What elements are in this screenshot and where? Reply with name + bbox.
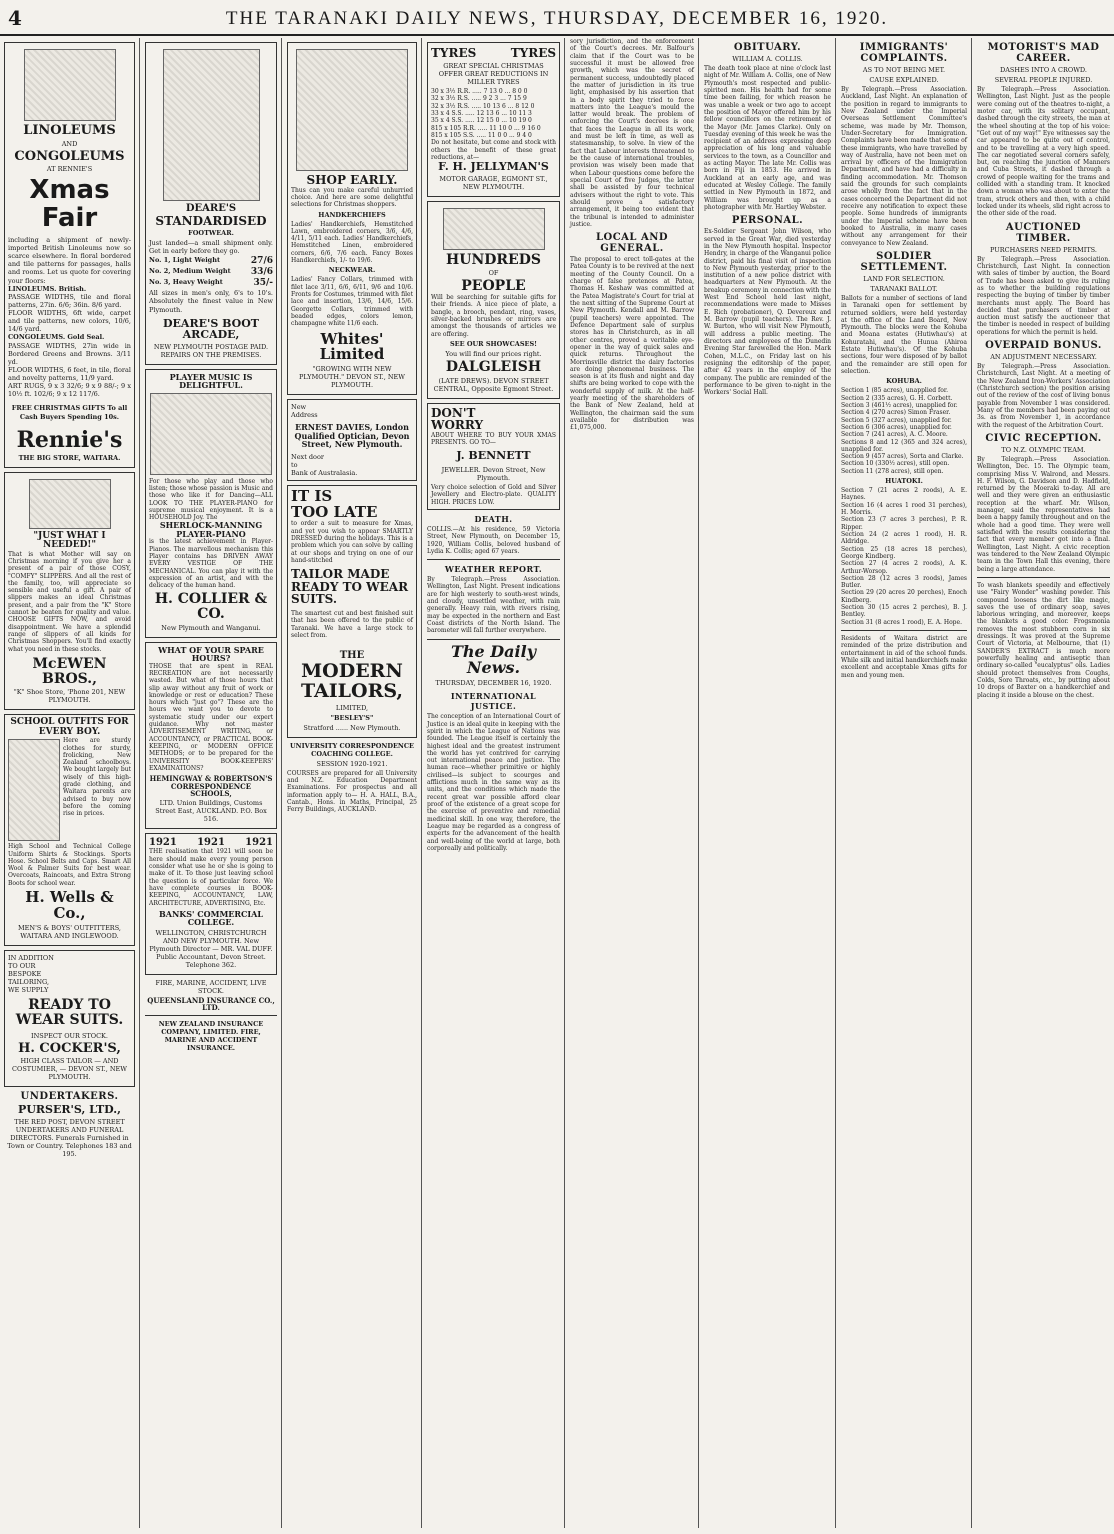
worry-text: ABOUT WHERE TO BUY YOUR XMAS PRESENTS. GO TO— — [431, 431, 556, 447]
year-3: 1921 — [245, 837, 273, 849]
of-label: OF — [488, 269, 499, 278]
davies-name: ERNEST DAVIES, London Qualified Optician, Devon Street, New Plymouth. — [294, 422, 410, 450]
civic-sub: TO N.Z. OLYMPIC TEAM. — [1001, 445, 1086, 454]
rennies-address: THE BIG STORE, WAITARA. — [18, 453, 121, 462]
late-text: to order a suit to measure for Xmas, and yet you wish to appear SMARTLY DRESSED during the holidays. This is a problem which you can solve by calling at our shops and trying on one of our hand-stitched — [291, 520, 413, 564]
player-heading: PLAYER MUSIC IS DELIGHTFUL. — [169, 371, 253, 391]
local-general-heading: LOCAL AND GENERAL. — [595, 232, 669, 255]
leader-dateline: THURSDAY, DECEMBER 16, 1920. — [435, 679, 552, 688]
fair-line-7: ART RUGS, 9 x 3 32/6; 9 x 9 88/-; 9 x 10½ ft. 102/6; 9 x 12 117/6. — [8, 382, 131, 399]
player-text: For those who play and those who listen; those whose passion is Music and those who like it for Dancing—ALL LOOK TO THE PLAYER-PIANO for supreme musical enjoyment. It is a HOUSEHOLD Joy. The — [149, 477, 273, 522]
column-5 — [566, 38, 699, 1528]
mcewen-name: McEWEN BROS., — [32, 655, 107, 687]
next-door-1: Next door — [291, 452, 324, 461]
dalgleish-name: DALGLEISH — [445, 358, 542, 375]
huatoki-row: Section 28 (12 acres 3 roods), James Butler. — [841, 574, 967, 590]
tyres-right: TYRES — [510, 46, 556, 60]
rennies-logo: Rennie's — [16, 426, 123, 453]
people-text: Will be searching for suitable gifts for their friends. A nice piece of plate, a bangle, a brooch, pendant, ring, vases, silver-backed brushes or mirrors are amongst the thousands of articles we are offering. — [431, 294, 556, 338]
whites-ad — [287, 42, 417, 395]
fair-line-5: PASSAGE WIDTHS, 27in wide in Bordered Greens and Browns. 3/11 yd. — [8, 341, 131, 366]
huatoki-row: Section 25 (18 acres 18 perches), George Kindberg. — [841, 545, 967, 560]
tyre-row-3: 32 x 3½ R.S. ..... 10 13 6 ... 8 12 0 — [431, 102, 535, 110]
price-row-3: No. 3, Heavy Weight 35/- — [149, 278, 273, 289]
sherlock-text: is the latest achievement in Player-Pianos. The marvellous mechanism this Player contains has DRIVEN AWAY EVERY VESTIGE OF THE MECHANICAL. You can play it with the expression of an artist, and with the delicacy of the human hand. — [149, 538, 273, 590]
ready-to-wear: READY TO WEAR SUITS. — [15, 997, 124, 1028]
kohuba-row: Section 3 (461½ acres), unapplied for. — [841, 401, 958, 409]
jellyman-ad — [427, 42, 560, 197]
death-heading: DEATH. — [474, 513, 513, 524]
motorist-text: By Telegraph.—Press Association. Wellington, Last Night. Just as the people were coming out of the theatres to-night, a motor car, with its solitary occupant, dashed through the city streets, the man at the wheel shouting at the top of his voice: "Get out of my way!" Eye witnesses say the car appeared to be quite out of control, and to be travelling at a very high speed. The car negotiated several corners safely, but, on reaching the junction of Manners and Cuba Streets, it dashed through a crowd of people waiting for the trams and collided with a standing tram. It knocked down a woman who was about to enter the tram, struck others and then, with a child locked under its wheels, slid right across to the other side of the road. — [977, 86, 1110, 218]
tailor-line-5: WE SUPPLY — [8, 986, 49, 995]
banks-sub: WELLINGTON, CHRISTCHURCH AND NEW PLYMOUTH. New Plymouth Director — MR. VAL DUFF. Public Accountant, Devon Street. Telephone 362. — [149, 928, 273, 969]
santa-illustration — [296, 49, 408, 171]
too-late: TOO LATE — [291, 502, 378, 521]
tyre-row-1: 30 x 3½ R.R. ..... 7 13 0 ... 8 0 0 — [431, 88, 528, 95]
linoleums-heading: LINOLEUMS — [23, 123, 116, 138]
price-row-2: No. 2, Medium Weight 33/6 — [149, 267, 273, 278]
handkerchiefs-heading: HANDKERCHIEFS — [318, 210, 386, 219]
university-heading: UNIVERSITY CORRESPONDENCE COACHING COLLEGE. — [290, 741, 414, 758]
timber-heading: AUCTIONED TIMBER. — [1005, 221, 1082, 244]
stratford-label: Stratford ...... New Plymouth. — [303, 723, 401, 732]
column-1 — [0, 38, 140, 1528]
it-is: IT IS — [291, 486, 333, 505]
deare-sizes: All sizes in men's only, 6's to 10's. Absolutely the finest value in New Plymouth. — [149, 289, 273, 314]
column-6 — [700, 38, 836, 1528]
boot-man-illustration — [163, 49, 260, 201]
small-ads-text: To wash blankets speedily and effectively use "Fairy Wonder" washing powder. This compound loosens the dirt like magic, saves the use of ordinary soap, saves laborious wringing, and moreover, keeps the blankets a good color. Frogsmonia removes the most stubborn corn in six dressings. It was proved at the Supreme Court of Victoria, at Melbourne, that (1) SANDER'S EXTRACT is much more powerfully healing and antiseptic than ordinary so-called "eucalyptus" oils. Ladies should protect themselves from Coughs, Colds, Sore Throats, etc., by putting about 10 drops of Baxter on a handkerchief and placing it inside a blouse on the chest. — [977, 581, 1110, 699]
motorist-sub-2: SEVERAL PEOPLE INJURED. — [994, 76, 1093, 84]
wells-name: H. Wells & Co., — [25, 888, 114, 922]
cocker-address: HIGH CLASS TAILOR — AND COSTUMIER, — DEVON ST., NEW PLYMOUTH. — [12, 1057, 127, 1082]
fair-line-2: PASSAGE WIDTHS, tile and floral patterns, 27in. 6/6; 36in. 8/6 yard. — [8, 292, 131, 309]
immigrants-heading: IMMIGRANTS' COMPLAINTS. — [859, 42, 949, 64]
civic-heading: CIVIC RECEPTION. — [985, 432, 1102, 444]
deare-heading: DEARE'S — [185, 203, 237, 214]
column-8 — [973, 38, 1114, 1528]
spare-text: THOSE that are spent in REAL RECREATION are not necessarily wasted. But what of those hours that slip away without any fruit of work or knowledge or rest or education? These hours which "just go"? These are the hours we want you to devote to systematic study under our expert guidance. Why not master ADVERTISEMENT WRITING, or ACCOUNTANCY, or PRACTICAL BOOK-KEEPING, or MODERN OFFICE METHODS; or to be prepared for the UNIVERSITY BOOK-KEEPERS' EXAMINATIONS? — [149, 662, 273, 772]
kohuba-row: Section 4 (270 acres) Simon Fraser. — [841, 409, 951, 417]
fair-line-4: CONGOLEUMS. Gold Seal. — [8, 333, 105, 342]
just-what-heading: "JUST WHAT I NEEDED!" — [33, 530, 106, 551]
civic-text: By Telegraph.—Press Association. Wellington, Dec. 15. The Olympic team, comprising Miss V. Walrond, and Messrs. H. F. Wilson, G. Davidson and D. Hadfield, returned by the Moeraki to-day. All are well and they were given an enthusiastic reception at the wharf. Mr. Wilson, manager, said the representatives had been a happy family throughout and on the whole had a good time. They were well satisfied with the results considering the fact that every member got into a final. Wellington, Last Night. A civic reception was tendered to the New Zealand Olympic team in the Town Hall this evening, there being a large attendance. — [977, 455, 1110, 573]
sherlock-heading: SHERLOCK-MANNING PLAYER-PIANO — [159, 520, 263, 539]
new-label: New — [291, 403, 307, 412]
immigrants-sub-1: AS TO NOT BEING MET. — [862, 66, 946, 74]
wells-address: MEN'S & BOYS' OUTFITTERS, WAITARA AND INGLEWOOD. — [17, 923, 121, 940]
standardised-heading: STANDARDISED — [155, 213, 267, 228]
tailor-line-3: BESPOKE — [8, 969, 42, 978]
weather-heading: WEATHER REPORT. — [444, 564, 543, 575]
address-label: Address — [291, 411, 318, 420]
bonus-heading: OVERPAID BONUS. — [985, 340, 1102, 352]
session-label: SESSION 1920-1921. — [316, 759, 388, 768]
deares-ad — [145, 42, 277, 365]
tailor-text: The smartest cut and best finished suit that has been offered to the public of Taranaki. We have a large stock to select from. — [291, 610, 413, 639]
see-showcases: SEE OUR SHOWCASES! — [449, 339, 538, 348]
dalgleish-sub: (LATE DREWS). DEVON STREET CENTRAL, Opposite Egmont Street. — [433, 376, 554, 393]
davies-ad — [287, 399, 417, 481]
column-3 — [283, 38, 422, 1528]
tyre-row-5: 35 x 4 S.S. ..... 12 15 0 ... 10 19 0 — [431, 117, 532, 125]
jellyman-name: F. H. JELLYMAN'S — [438, 160, 549, 174]
whites-name: Whites' Limited — [319, 329, 385, 364]
cocker-ad — [4, 950, 135, 1088]
mcewen-address: "K" Shoe Store, 'Phone 201, NEW PLYMOUTH. — [13, 688, 126, 705]
tyre-offer: GREAT SPECIAL CHRISTMAS OFFER GREAT REDUCTIONS IN MILLER TYRES — [438, 62, 549, 86]
ballot-text: Ballots for a number of sections of land in Taranaki open for settlement by returned soldiers, were held yesterday at the office of the Land Board, New Plymouth. The blocks were the Kohuba and Moana estates (Hutiwhau's) at Kohuratahi, and the Hunua (Ahiroa Estate Hutiwhau's). Of the Kohuba sections, four were disposed of by ballot and the remainder are still open for selection. — [841, 294, 967, 375]
collier-ad — [145, 369, 277, 638]
piano-illustration — [150, 393, 272, 475]
huatoki-row: Section 27 (4 acres 2 roods), A. K. Arthur-Worsop. — [841, 560, 967, 575]
silverware-illustration — [443, 208, 545, 250]
motorist-heading: MOTORIST'S MAD CAREER. — [987, 42, 1100, 64]
tailor-line-1: IN ADDITION — [8, 953, 54, 962]
leader-heading: INTERNATIONAL JUSTICE. — [450, 691, 537, 712]
spare-heading: WHAT OF YOUR SPARE HOURS? — [158, 644, 264, 664]
tyre-row-6: 815 x 105 R.R. ..... 11 10 0 ... 9 16 0 — [431, 124, 541, 132]
ballot-sub: TARANAKI BALLOT. — [870, 284, 938, 293]
besleys-label: "BESLEY'S" — [330, 713, 374, 722]
immigrants-text: By Telegraph.—Press Association. Auckland, Last Night. An explanation of the position in regard to immigrants to New Zealand under the Imperial Overseas Settlement Committee's scheme, was made by Mr. Thomson, Under-Secretary for Immigration. Complaints have been made that some of these immigrants, who have travelled by way of Australia, have not been met on arrival by officers of the Immigration Department, and have had a difficulty in finding accommodation. Mr. Thomson said the grounds for such complaints arose wholly from the fact that in the cases concerned the Department did not receive any notification to expect these people. Some hundreds of immigrants under the Imperial scheme have been booked to Australia, in many cases without any arrangement for their conveyance to New Zealand. — [841, 86, 967, 247]
huatoki-row: Section 7 (21 acres 2 roods), A. E. Haynes. — [841, 487, 967, 502]
death-text: COLLIS.—At his residence, 59 Victoria Street, New Plymouth, on December 15, 1920, William Collis, beloved husband of Lydia K. Collis; aged 67 years. — [427, 525, 560, 555]
personal-heading: PERSONAL. — [731, 215, 804, 227]
deare-arcade-sub: NEW PLYMOUTH POSTAGE PAID. REPAIRS ON THE PREMISES. — [153, 342, 269, 359]
motorist-sub-1: DASHES INTO A CROWD. — [1000, 66, 1087, 74]
neckwear-text: Ladies' Fancy Collars, trimmed with filet lace 3/11, 6/6, 6/11, 9/6 and 10/6. Fronts for Costumes, trimmed with filet lace and insertion, 13/6, 14/6, 15/6. Georgette Collars, trimmed with beaded edges, colors lemon, champagne white 11/6 each. — [291, 276, 413, 328]
cocker-name: H. COCKER'S, — [18, 1040, 121, 1056]
mcewen-ad — [4, 472, 135, 711]
weather-text: By Telegraph.—Press Association. Wellington, Last Night. Present indications are for high westerly to south-west winds, and cloudy, unsettled weather, with rain generally. Heavy rain, with rivers rising, may be expected in the northern and East Coast districts of the North Island. The barometer will fall further everywhere. — [427, 576, 560, 635]
kohuba-row: Section 11 (278 acres), still open. — [841, 467, 944, 475]
hemingway-ad — [145, 642, 277, 830]
obituary-text: The death took place at nine o'clock last night of Mr. William A. Collis, one of New Plymouth's most respected and public-spirited men. His health had for some time been failing, for which reason he was unable a week or two ago to accept the position of Mayor offered him by his fellow councillors on the retirement of the Mayor (Mr. James Clarke). Only on Tuesday evening of this week he was the recipient of an address expressing deep appreciation of his long and valuable services to the town, as a Councillor and as acting Mayor. The late Mr. Collis was born in Fiji in 1853. He arrived in Auckland at an early age, and was educated at Wesley College. The family settled in New Plymouth in 1872, and William was brought up as a photographer with Mr. Hartley Webster. — [704, 65, 831, 211]
huatoki-row: Section 24 (2 acres 1 rood), H. R. Aldridge. — [841, 530, 967, 546]
nz-ins: NEW ZEALAND INSURANCE COMPANY, LIMITED. FIRE, MARINE AND ACCIDENT INSURANCE. — [158, 1020, 264, 1053]
kohuba-row: Section 2 (335 acres), G. H. Corbett. — [841, 394, 953, 402]
tailor-line-4: TAILORING, — [8, 977, 50, 986]
fire-marine: FIRE, MARINE, ACCIDENT, LIVE STOCK. — [155, 978, 267, 995]
school-lines: High School and Technical College Uniform Shirts & Stockings. Sports Hose. School Belts and Caps. Smart All Wool & Palmer Suits for best wear. Overcoats, Raincoats, and Extra Strong Boots for school wear. — [8, 843, 131, 887]
huatoki-row: Section 30 (15 acres 2 perches), B. J. Bentley. — [841, 604, 967, 619]
tyres-left: TYRES — [431, 46, 477, 60]
year-2: 1921 — [197, 837, 225, 849]
tailor-line-2: TO OUR — [8, 961, 36, 970]
bonus-text: By Telegraph.—Press Association. Christchurch, Last Night. At a meeting of the New Zealand Iron-Workers' Association (Christchurch section) the position arising out of the review of the cost of living bonus payable from November 1 was considered. Many of the members had been paying out 3s. as from November 1, in accordance with the request of the Arbitration Court. — [977, 363, 1110, 429]
fair-line-1: LINOLEUMS. British. — [8, 284, 87, 293]
modern-tailors-ad — [287, 485, 417, 738]
obituary-heading: OBITUARY. — [733, 42, 802, 53]
column-4 — [423, 38, 565, 1528]
collier-name: H. COLLIER & CO. — [154, 591, 268, 623]
fair-line-3: FLOOR WIDTHS, 6ft wide, carpet and tile patterns, new colors, 10/6, 14/6 yard. — [8, 309, 131, 334]
shop-text: Thus can you make careful unhurried choice. And here are some delightful selections for Christmas shoppers. — [291, 186, 413, 209]
bennett-name: J. BENNETT — [456, 449, 531, 463]
handkerchief-items: Ladies' Handkerchiefs, Hemstitched Lawn, embroidered corners, 3/6, 4/6, 4/11, 5/11 each. Ladies' Handkerchiefs, Hemstitched Linen, embroidered corners, 6/6, 7/6 each. Fancy Boxes Handkerchiefs, 1/- to 19/6. — [291, 220, 413, 265]
slipper-illustration — [29, 479, 111, 529]
kohuba-row: Sections 8 and 12 (365 and 324 acres), unapplied for. — [841, 438, 967, 453]
kohuba-row: Section 6 (306 acres), unapplied for. — [841, 423, 952, 431]
price-row-1: No. 1, Light Weight 27/6 — [149, 256, 273, 267]
limited-label: LIMITED, — [335, 703, 369, 712]
daily-news-nameplate: The Daily News. — [451, 641, 536, 678]
kohuba-heading: KOHUBA. — [886, 377, 922, 386]
shop-early-heading: SHOP EARLY. — [306, 173, 398, 187]
tailor-made: TAILOR MADE READY TO WEAR SUITS. — [291, 567, 409, 607]
leader-continued: sory jurisdiction, and the enforcement of the Court's decrees. Mr. Balfour's claim that if the Court was to be successful it must be allowed free growth, which was the secret of permanent success, undoubtedly placed the matter of jurisdiction in its true light, emphasised by his assertion that in a body spirit they tried to force matters into the League's mould the latter would break. The problem of enforcing the Court's decrees is one that faces the League in all its work, and must be left in time, as well as statesmanship, to solve. In view of the fact that Labour interests threatened to be the cause of international troubles, provision was wisely been made that when Labour questions come before the special Court of five Judges, the latter shall be assisted by four technical advisers without the right to vote. This should prove a satisfactory arrangement, it being too evident that the tribunal is intended to administer justice. — [570, 38, 694, 228]
banks-name: BANKS' COMMERCIAL COLLEGE. — [159, 908, 263, 928]
wells-ad — [4, 714, 135, 945]
purser-name: PURSER'S, LTD., — [18, 1103, 121, 1117]
tyre-row-4: 33 x 4 S.S. ..... 12 13 6 ... 10 11 3 — [431, 109, 532, 117]
land-sub: LAND FOR SELECTION. — [863, 274, 945, 283]
fair-text: including a shipment of newly-imported British Linoleums now so scarce elsewhere. In floral bordered and tile patterns for passages, halls and rooms. Let us quote for covering your floors: — [8, 235, 131, 285]
footwear-heading: FOOTWEAR. — [188, 229, 234, 238]
accordion-man-illustration — [24, 49, 116, 121]
free-gifts: FREE CHRISTMAS GIFTS To all Cash Buyers Spending 10s. — [11, 404, 128, 421]
hemingway-name: HEMINGWAY & ROBERTSON'S CORRESPONDENCE SCHOOLS, — [149, 774, 273, 798]
local-general-text: The proposal to erect toll-gates at the Patea County is to be revived at the next meeting of the County Council. On a charge of false pretences at Patea, Thomas H. Keshaw was committed at the Patea Magistrate's Court for trial at the next sitting of the Supreme Court at New Plymouth. Kendall and M. Barrow (pupil teachers) were appointed. The Defence Department sale of surplus stores has in Christchurch, as in all other centres, proved a veritable eye-opener in the way of quick sales and quick returns. Throughout the Morrinsville district the dairy factories are doing phenomenal business. The season is at its flush and night and day shifts are being worked to cope with the wonderful supply of milk. At the half-yearly meeting of the shareholders of the Bank of New Zealand, held at Wellington, the chairman said the sum available for distribution was £1,075,000. — [570, 256, 694, 432]
whites-sub: "GROWING WITH NEW PLYMOUTH." DEVON ST., NEW PLYMOUTH. — [299, 365, 405, 390]
soldier-heading: SOLDIER SETTLEMENT. — [860, 250, 948, 273]
banks-ad — [145, 833, 277, 974]
huatoki-row: Section 16 (4 acres 1 rood 31 perches), H. Morris. — [841, 501, 967, 516]
year-1: 1921 — [149, 837, 177, 849]
page-number: 4 — [8, 6, 22, 30]
just-what-text: That is what Mother will say on Christmas morning if you give her a present of a pair of those COSY, "COMFY" SLIPPERS. And all the rest of the family, too, will appreciate so sensible and useful a gift. A pair of slippers makes an ideal Christmas present, and a pair from the "K" Store cannot be beaten for quality and value. CHOOSE GIFTS NOW, and avoid disappointment. We have a splendid range of slippers of all kinds for Christmas Shoppers. You'll find exactly what you need in these stocks. — [8, 550, 131, 653]
hemingway-sub: LTD. Union Buildings, Customs Street East, AUCKLAND. P.O. Box 516. — [155, 799, 267, 824]
neckwear-heading: NECKWEAR. — [328, 266, 376, 275]
bonus-sub: AN ADJUSTMENT NECESSARY. — [990, 353, 1097, 362]
school-text: Here are sturdy clothes for sturdy, frolicking, New Zealand schoolboys. We bought largely but wisely of this high-grade clothing, and Waitara parents are advised to buy now before the coming rise in prices. — [63, 737, 131, 818]
column-7 — [837, 38, 972, 1528]
xmas-fair-heading: Xmas Fair — [29, 175, 110, 233]
tyre-row-2: 32 x 3½ R.S. ..... 9 2 3 ... 7 15 9 — [431, 95, 527, 103]
congoleums-heading: CONGOLEUMS — [14, 148, 125, 164]
deare-intro: Just landed—a small shipment only. Get in early before they go. — [149, 239, 273, 256]
inspect-stock: INSPECT OUR STOCK. — [31, 1031, 108, 1040]
kohuba-row: Section 5 (327 acres), unapplied for. — [841, 416, 952, 424]
the-label: THE — [339, 650, 365, 662]
kohuba-row: Section 10 (330½ acres), still open. — [841, 460, 950, 468]
rennies-ad — [4, 42, 135, 468]
at-rennies-label: AT RENNIE'S — [46, 165, 93, 174]
see-text: You will find our prices right. — [445, 349, 542, 358]
people-heading: PEOPLE — [461, 278, 526, 295]
bennett-ad — [427, 403, 560, 510]
timber-sub: PURCHASERS NEED PERMITS. — [990, 245, 1097, 254]
undertakers-heading: UNDERTAKERS. — [20, 1091, 119, 1103]
timber-text: By Telegraph.—Press Association. Christchurch, Last Night. In connection with sales of timber by auction, the Board of Trade has been asked to give its ruling as to whether the building regulations respecting the buying of timber by timber merchants must apply. The Board has decided that purchasers of timber at auction must satisfy the auctioneer that the timber is needed in respect of building operations for which the permit is held. — [977, 255, 1110, 336]
kohuba-row: Section 7 (241 acres), A. C. Moore. — [841, 431, 948, 439]
next-door-2: to — [291, 460, 298, 469]
next-door-3: Bank of Australasia. — [291, 468, 358, 477]
jellyman-sub: MOTOR GARAGE, EGMONT ST., NEW PLYMOUTH. — [439, 174, 548, 191]
jeweller-label: JEWELLER. Devon Street, New Plymouth. — [441, 465, 546, 482]
huatoki-row: Section 31 (8 acres 1 rood), E. A. Hope. — [841, 618, 962, 626]
queensland-ins: QUEENSLAND INSURANCE CO., LTD. — [147, 995, 275, 1012]
huatoki-heading: HUATOKI. — [885, 477, 923, 486]
deare-arcade: DEARE'S BOOT ARCADE, — [163, 316, 259, 342]
schoolboy-illustration — [8, 739, 60, 841]
fair-line-6: FLOOR WIDTHS, 6 feet, in tile, floral and novelty patterns, 11/9 yard. — [8, 365, 131, 382]
huatoki-row: Section 23 (7 acres 3 perches), P. R. Ripper. — [841, 516, 967, 531]
year-text: THE realisation that 1921 will soon be here should make every young person consider what use he or she is going to make of it. To those just leaving school the question is of particular force. We have complete courses in BOOK-KEEPING, ACCOUNTANCY, LAW, ARCHITECTURE, ADVERTISING, Etc. — [149, 848, 273, 907]
masthead-title: THE TARANAKI DAILY NEWS, THURSDAY, DECEMBER 16, 1920. — [225, 8, 889, 29]
university-text: COURSES are prepared for all University and N.Z. Education Department Examinations. For prospectus and all information apply to— H. A. HALL, B.A., Cantab., Hons. in Maths, Principal, 25 Ferry Buildings, AUCKLAND. — [287, 769, 417, 814]
purser-address: THE RED POST, DEVON STREET UNDERTAKERS AND FUNERAL DIRECTORS. Funerals Furnished in Town or Country. Telephones 183 and 195. — [7, 1117, 132, 1158]
personal-text: Ex-Soldier Sergeant John Wilson, who served in the Great War, died yesterday in the New Plymouth hospital. Inspector Hendry, in charge of the Wanganui police district, paid his final visit of inspection to New Plymouth yesterday, prior to the institution of a new police district with headquarters at New Plymouth. At the breakup ceremony in connection with the West End School held last night, recommendations were made to Misses E. Rich (probationer), Q. Devereux and M. Barrow (pupil teachers). The Rev. J. W. Burton, who will visit New Plymouth, will address a public meeting. The directors and employees of the Dunedin Evening Star farewelled the Hon. Mark Cohen, M.L.C., on Friday last on his resigning the editorship of the paper, after 42 years in the employ of the company. The public are reminded of the performance to be given to-night in the Workers' Social Hall. — [704, 228, 831, 397]
divider — [145, 1015, 277, 1016]
dont-label: DON'T — [431, 405, 476, 420]
kohuba-row: Section 9 (457 acres), Sorta and Clarke. — [841, 453, 964, 461]
waitara-notice: Residents of Waitara district are reminded of the prize distribution and entertainment in aid of the school funds. While silk and initial handkerchiefs make excellent and acceptable Xmas gifts for men and young men. — [841, 635, 967, 679]
obituary-name: WILLIAM A. COLLIS. — [732, 55, 803, 63]
and-label: AND — [61, 139, 78, 148]
masthead — [0, 0, 1114, 36]
column-2 — [141, 38, 282, 1528]
tyre-note: Do not hesitate, but come and stock with others the benefit of these great reductions, at— — [431, 139, 556, 161]
tyre-row-7: 815 x 105 S.S. ..... 11 0 0 ... 9 4 0 — [431, 131, 532, 139]
worry-label: WORRY — [431, 418, 484, 433]
immigrants-sub-2: CAUSE EXPLAINED. — [869, 76, 939, 84]
leader-text: The conception of an International Court of Justice is an ideal quite in keeping with the spirit in which the League of Nations was founded. The League itself is certainly the highest ideal and the greatest instrument the world has yet contrived for carrying out international peace and justice. The human race—whether primitive or highly civilised—is subject to scourges and afflictions much in the same way as its units, and the conditions which made the recent great war possible afford clear proof of the existence of a great scope for the exercise of preventive and remedial medicinal skill. In one way, therefore, the League may be regarded as a congress of experts for the advancement of the health and well-being of the world at large, both corporeally and politically. — [427, 713, 560, 852]
kohuba-row: Section 1 (85 acres), unapplied for. — [841, 387, 949, 395]
huatoki-row: Section 29 (20 acres 20 perches), Enoch Kindberg. — [841, 589, 967, 604]
collier-sub: New Plymouth and Wanganui. — [161, 623, 261, 632]
hundreds-heading: HUNDREDS — [446, 251, 541, 268]
school-heading: SCHOOL OUTFITS FOR EVERY BOY. — [10, 717, 129, 737]
dalgleish-ad — [427, 201, 560, 399]
modern-label: MODERN — [301, 659, 403, 682]
bennett-text: Very choice selection of Gold and Silver Jewellery and Electro-plate. QUALITY HIGH. PRICES LOW. — [431, 483, 556, 506]
tailors-label: TAILORS, — [300, 679, 404, 702]
